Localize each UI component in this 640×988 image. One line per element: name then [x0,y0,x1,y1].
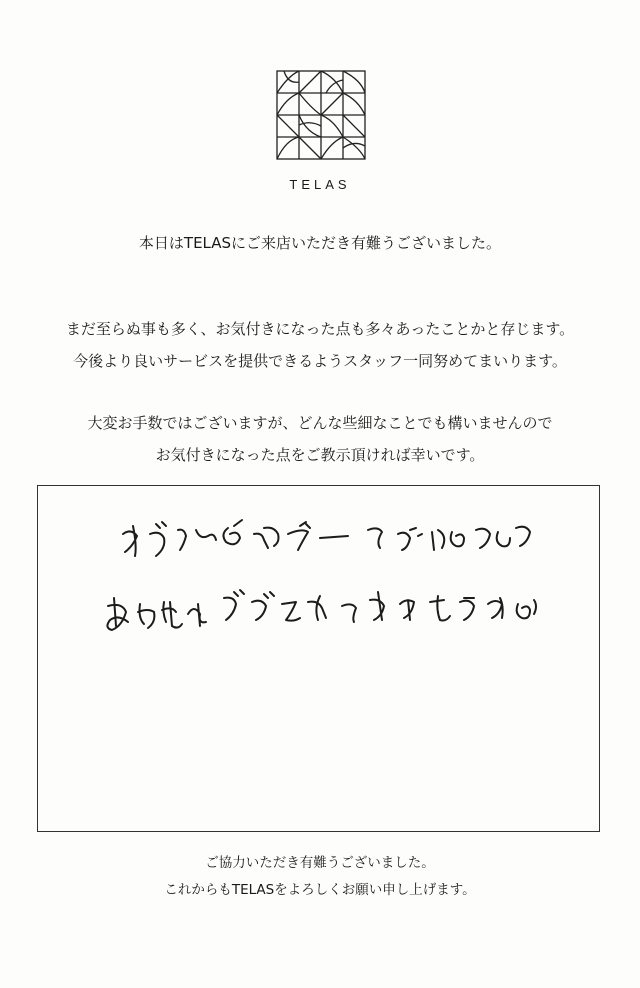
brand-name: TELAS [289,177,351,192]
para2-line2: お気付きになった点をご教示頂ければ幸いです。 [155,446,485,464]
feedback-box[interactable] [37,485,600,832]
para2-line1: 大変お手数ではございますが、どんな些細なことでも構いませんので [87,414,553,432]
closing-line1: ご協力いただき有難うございました。 [205,855,435,871]
para1-line1: まだ至らぬ事も多く、お気付きになった点も多々あったことかと存じます。 [65,320,575,338]
handwritten-feedback [38,486,601,833]
telas-logo-icon [276,70,366,160]
thanks-line: 本日はTELASにご来店いただき有難うございました。 [138,234,502,252]
para1-line2: 今後より良いサービスを提供できるようスタッフ一同努めてまいります。 [73,352,567,370]
closing-line2: これからもTELASをよろしくお願い申し上げます。 [164,882,476,898]
